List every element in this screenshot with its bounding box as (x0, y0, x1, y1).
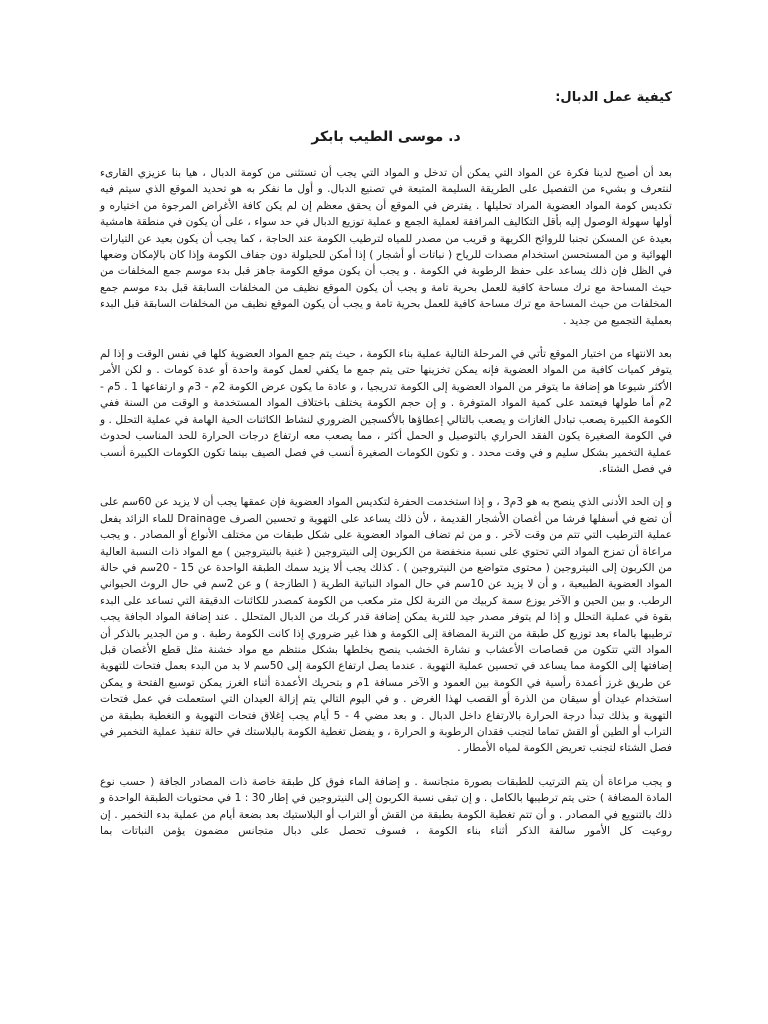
document-page (100, 90, 672, 856)
paragraph-site-selection: بعد أن أصبح لدينا فكرة عن المواد التي يمكن أن تدخل و المواد التي يجب أن تستثنى من كومة الدبال ، هيا بنا عزيزي القارىء لنتعرف و بشيء من التفصيل على الطريقة السليمة المتبعة في تصنيع الدبال. و أول ما نفكر به هو تحديد الموقع الذي سيتم فيه تكديس كومة المواد العضوية المراد تحليلها . يفترض في الموقع أن يحقق معظم إن لم يكن كافة الأغراض المرجوة من اختياره و أولها سهولة الوصول إليه بأقل التكاليف المرافقة لعملية الجمع و عملية توزيع الدبال في حد سواء ، على أن يكون في منطقة هامشية بعيدة عن المسكن تجنبا للروائح الكريهة و قريب من مصدر للمياه لترطيب الكومة عند الحاجة ، كما يجب أن يكون بعيد عن التيارات الهوائية و من المستحسن استخدام مصدات للرياح ( نباتات أو أشجار ) إذا أمكن للحيلولة دون جفاف الكومة وإذا كان بالإمكان وضعها في الظل فإن ذلك يساعد على حفظ الرطوبة في الكومة . و يجب أن يكون موقع الكومة جاهز قبل بدء موسم جمع المخلفات من حيث المساحة مع ترك مساحة كافية للعمل بحرية تامة و يجب أن يكون الموقع نظيف من المخلفات السابقة قبل بدء موسم جمع المخلفات من حيث المساحة مع ترك مساحة كافية للعمل بحرية تامة و يجب أن يكون الموقع نظيف من المخلفات السابقة قبل البدء بعملية التجميع من جديد . (100, 167, 672, 327)
paragraph-layer-guidelines: و يجب مراعاة أن يتم الترتيب للطبقات بصورة متجانسة . و إضافة الماء فوق كل طبقة خاصة ذات المصادر الجافة ( حسب نوع المادة المضافة ) حتى يتم ترطيبها بالكامل . و إن تبقى نسبة الكربون إلى النيتروجين في إطار 30 : 1 في محتويات الطبقة الواحدة و ذلك بالتنويع في المصادر . و أن تتم تغطية الكومة بطبقة من القش أو التراب أو البلاستيك بعد بضعة أيام من عملية بدء التخمير . إن روعيت كل الأمور سالفة الذكر أثناء بناء الكومة ، فسوف تحصل على دبال متجانس مضمون يؤمن النباتات بما (100, 775, 672, 838)
paragraph-layering: و إن الحد الأدنى الذي ينصح به هو 3م3 ، و إذا استخدمت الحفرة لتكديس المواد العضوية فإن عمقها يجب أن لا يزيد عن 60سم على أن تضع في أسفلها فرشا من أغصان الأشجار القديمة ، لأن ذلك يساعد على التهوية و تحسين الصرف Drainage للماء الزائد يفعل عملية الترطيب التي تتم من وقت لآخر . و من ثم تضاف المواد العضوية على شكل طبقات من مختلف الأنواع أو المصادر . و يجب مراعاة أن تمزج المواد التي تحتوي على نسبة منخفضة من الكربون إلى النيتروجين ( غنية بالنيتروجين ) مع المواد ذات النسبة العالية من الكربون إلى النيتروجين ( محتوى متواضع من النيتروجين ) . كذلك يجب ألا يزيد سمك الطبقة الواحدة عن 15 - 20سم في حالة المواد العضوية الطبيعية ، و أن لا يزيد عن 10سم في حال المواد النباتية الطرية ( الطازجة ) و عن 2سم في حال الروث الحيواني الرطب. و بين الحين و الآخر يوزع سمة كربيك من التربة لكل متر مكعب من الكومة كمصدر للكائنات الدقيقة التي تساعد على البدء بقوة في عملية التحلل و إذا لم يتوفر مصدر جيد للتربة يمكن إضافة قدر كربك من الدبال المتحلل . عند إضافة المواد الجافة يجب ترطيبها بالماء بعد توزيع كل طبقة من التربة المضافة إلى الكومة و هذا غير ضروري إذا كانت الكومة رطبة . و من الجدير بالذكر أن المواد التي تتكون من قصاصات الأعشاب و نشارة الخشب ينصح بخلطها بشكل منتظم مع مواد خشنة مثل قطع الأغصان قبل إضافتها إلى الكومة مما يساعد في تحسين عملية التهوية . عندما يصل ارتفاع الكومة إلى 50سم لا بد من البدء بعمل فتحات للتهوية عن طريق غرز أعمدة رأسية في الكومة بين العمود و الآخر مسافة 1م و بتحريك الأعمدة أثناء الغرز يمكن توسيع الفتحة و يمكن استخدام عيدان أو سيقان من الذرة أو القصب لهذا الغرض . و في اليوم التالي يتم إزالة العيدان التي استعملت في عمل فتحات التهوية و بذلك تبدأ درجة الحرارة بالارتفاع داخل الدبال . و بعد مضي 4 - 5 أيام يجب إغلاق فتحات التهوية و التغطية بطبقة من التراب أو الطين أو القش تماما لتجنب فقدان الرطوبة و الحرارة ، و يفضل تغطية الكومة بالبلاستك في حالة تنفيذ عملية التخمير في فصل الشتاء لتجنب تعريض الكومة لمياه الأمطار . (100, 496, 673, 755)
paragraph-pile-building: بعد الانتهاء من اختيار الموقع تأتي في المرحلة التالية عملية بناء الكومة ، حيث يتم جمع المواد العضوية كلها في نفس الوقت و إذا لم يتوفر كميات كافية من المواد العضوية فإنه يمكن تخزينها حتى يتم جمع ما يكفي لعمل كومة واحدة أو عدة كومات . و لكن الأمر الأكثر شيوعا هو إضافة ما يتوفر من المواد العضوية إلى الكومة تدريجيا ، و عادة ما يكون عرض الكومة 2م - 3م و ارتفاعها 1 . 5م - 2م أما طولها فيعتمد على كمية المواد المتوفرة . و إن حجم الكومة يختلف باختلاف المواد المستخدمة و الوقت من السنة ففي الكومة الكبيرة يصعب تبادل الغازات و يصعب بالتالي إعطاؤها بالأكسجين الضروري لنشاط الكائنات الحية الهامة في عملية التحلل . و في الكومة الصغيرة يكون الفقد الحراري بالتوصيل و الحمل أكثر ، مما يصعب معه ارتفاع درجات الحرارة للحد المناسب لحدوث عملية التخمير بشكل سليم و في وقت محدد . و تكون الكومات الصغيرة أنسب في فصل الصيف بينما تكون الكومات الكبيرة أنسب في فصل الشتاء. (100, 348, 672, 475)
author-name: د. موسى الطيب بابكر (311, 129, 461, 145)
document-heading: كيفية عمل الدبال: (555, 90, 672, 105)
